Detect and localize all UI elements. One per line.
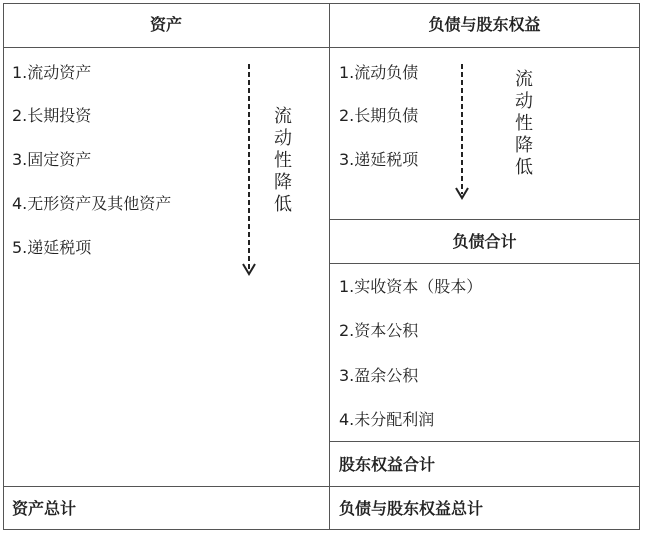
footer-divider [3,486,640,487]
grand-total: 负债与股东权益总计 [339,499,484,518]
liabilities-total: 负债合计 [452,232,517,251]
assets-liquidity-label: 流动性降低 [274,106,292,215]
column-divider [329,3,330,530]
equity-item: 1.实收资本（股本） [339,277,483,296]
liabilities-total-bottom-divider [329,263,640,264]
liabilities-liquidity-label: 流动性降低 [515,69,533,178]
asset-item: 1.流动资产 [12,63,92,82]
assets-liquidity-arrow [240,64,260,278]
asset-item: 2.长期投资 [12,106,92,125]
liability-item: 1.流动负债 [339,63,419,82]
assets-total: 资产总计 [12,499,77,518]
liabilities-liquidity-arrow [453,64,473,202]
equity-total-top-divider [329,441,640,442]
assets-header: 资产 [149,15,182,34]
equity-total: 股东权益合计 [339,455,436,474]
liability-item: 3.递延税项 [339,150,419,169]
header-divider [3,47,640,48]
asset-item: 5.递延税项 [12,238,92,257]
liability-item: 2.长期负债 [339,106,419,125]
liabilities-total-top-divider [329,219,640,220]
asset-item: 4.无形资产及其他资产 [12,194,172,213]
liabilities-equity-header: 负债与股东权益 [428,15,541,34]
equity-item: 4.未分配利润 [339,410,435,429]
equity-item: 3.盈余公积 [339,366,419,385]
asset-item: 3.固定资产 [12,150,92,169]
equity-item: 2.资本公积 [339,321,419,340]
balance-sheet-table [3,3,640,530]
